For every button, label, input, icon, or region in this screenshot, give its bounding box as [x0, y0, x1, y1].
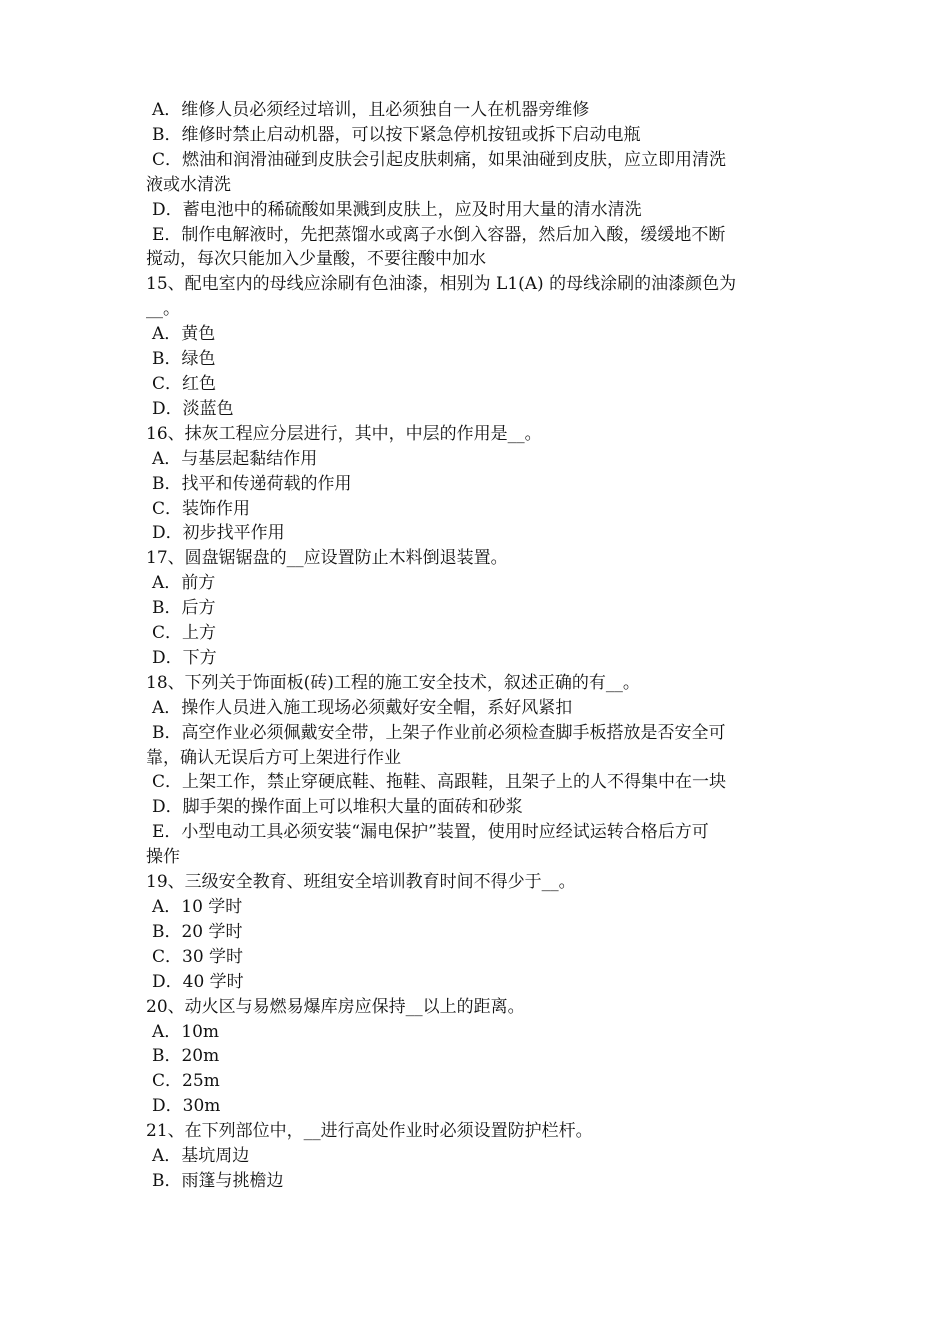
wrapped-line: 搅动，每次只能加入少量酸，不要往酸中加水: [146, 249, 486, 270]
option-line: B．20m: [152, 1046, 220, 1067]
wrapped-line: 操作: [146, 847, 180, 868]
document-body: [146, 98, 811, 1194]
option-line: B．维修时禁止启动机器，可以按下紧急停机按钮或拆下启动电瓶: [152, 124, 641, 145]
option-line: D．脚手架的操作面上可以堆积大量的面砖和砂浆: [152, 797, 523, 818]
option-line: B．后方: [152, 598, 216, 619]
option-line: A．维修人员必须经过培训，且必须独自一人在机器旁维修: [152, 100, 590, 120]
option-line: B．绿色: [152, 349, 216, 370]
question-line: 17、圆盘锯锯盘的__应设置防止木料倒退装置。: [146, 548, 508, 569]
question-line: 18、下列关于饰面板(砖)工程的施工安全技术，叙述正确的有__。: [146, 672, 640, 693]
option-line: C．红色: [152, 373, 217, 394]
option-line: E．制作电解液时，先把蒸馏水或离子水倒入容器，然后加入酸，缓缓地不断: [152, 224, 726, 245]
question-line: 15、配电室内的母线应涂刷有色油漆，相别为 L1(A) 的母线涂刷的油漆颜色为: [146, 274, 737, 295]
option-line: A．与基层起黏结作用: [152, 448, 318, 469]
question-line: 20、动火区与易燃易爆库房应保持__以上的距离。: [146, 996, 525, 1017]
option-line: D．蓄电池中的稀硫酸如果溅到皮肤上，应及时用大量的清水清洗: [152, 199, 642, 220]
wrapped-line: __。: [146, 299, 180, 320]
option-line: C．30 学时: [152, 946, 244, 967]
option-line: A．基坑周边: [152, 1146, 250, 1167]
option-line: C．燃油和润滑油碰到皮肤会引起皮肤刺痛，如果油碰到皮肤，应立即用清洗: [152, 149, 727, 170]
option-line: A．前方: [152, 573, 216, 594]
option-line: E．小型电动工具必须安装“漏电保护”装置，使用时应经试运转合格后方可: [152, 822, 709, 843]
question-line: 21、在下列部位中，__进行高处作业时必须设置防护栏杆。: [146, 1121, 593, 1142]
option-line: A．10 学时: [152, 897, 243, 917]
option-line: C．上架工作，禁止穿硬底鞋、拖鞋、高跟鞋，且架子上的人不得集中在一块: [152, 772, 727, 793]
question-line: 19、三级安全教育、班组安全培训教育时间不得少于__。: [146, 872, 576, 893]
option-line: D．30m: [152, 1096, 221, 1117]
option-line: C．上方: [152, 623, 217, 644]
option-line: A．10m: [152, 1021, 220, 1042]
option-line: A．操作人员进入施工现场必须戴好安全帽，系好风紧扣: [152, 697, 573, 718]
option-line: D．40 学时: [152, 971, 244, 992]
option-line: D．下方: [152, 647, 217, 668]
option-line: D．初步找平作用: [152, 523, 285, 544]
option-line: B．雨篷与挑檐边: [152, 1170, 284, 1191]
option-line: A．黄色: [152, 324, 216, 345]
question-line: 16、抹灰工程应分层进行，其中，中层的作用是__。: [146, 423, 542, 444]
wrapped-line: 靠，确认无误后方可上架进行作业: [146, 747, 401, 768]
option-line: C．装饰作用: [152, 498, 251, 519]
option-line: B．20 学时: [152, 921, 243, 942]
option-line: B．高空作业必须佩戴安全带，上架子作业前必须检查脚手板搭放是否安全可: [152, 722, 726, 743]
wrapped-line: 液或水清洗: [146, 174, 231, 195]
option-line: B．找平和传递荷载的作用: [152, 473, 352, 494]
option-line: C．25m: [152, 1071, 220, 1092]
option-line: D．淡蓝色: [152, 398, 234, 419]
